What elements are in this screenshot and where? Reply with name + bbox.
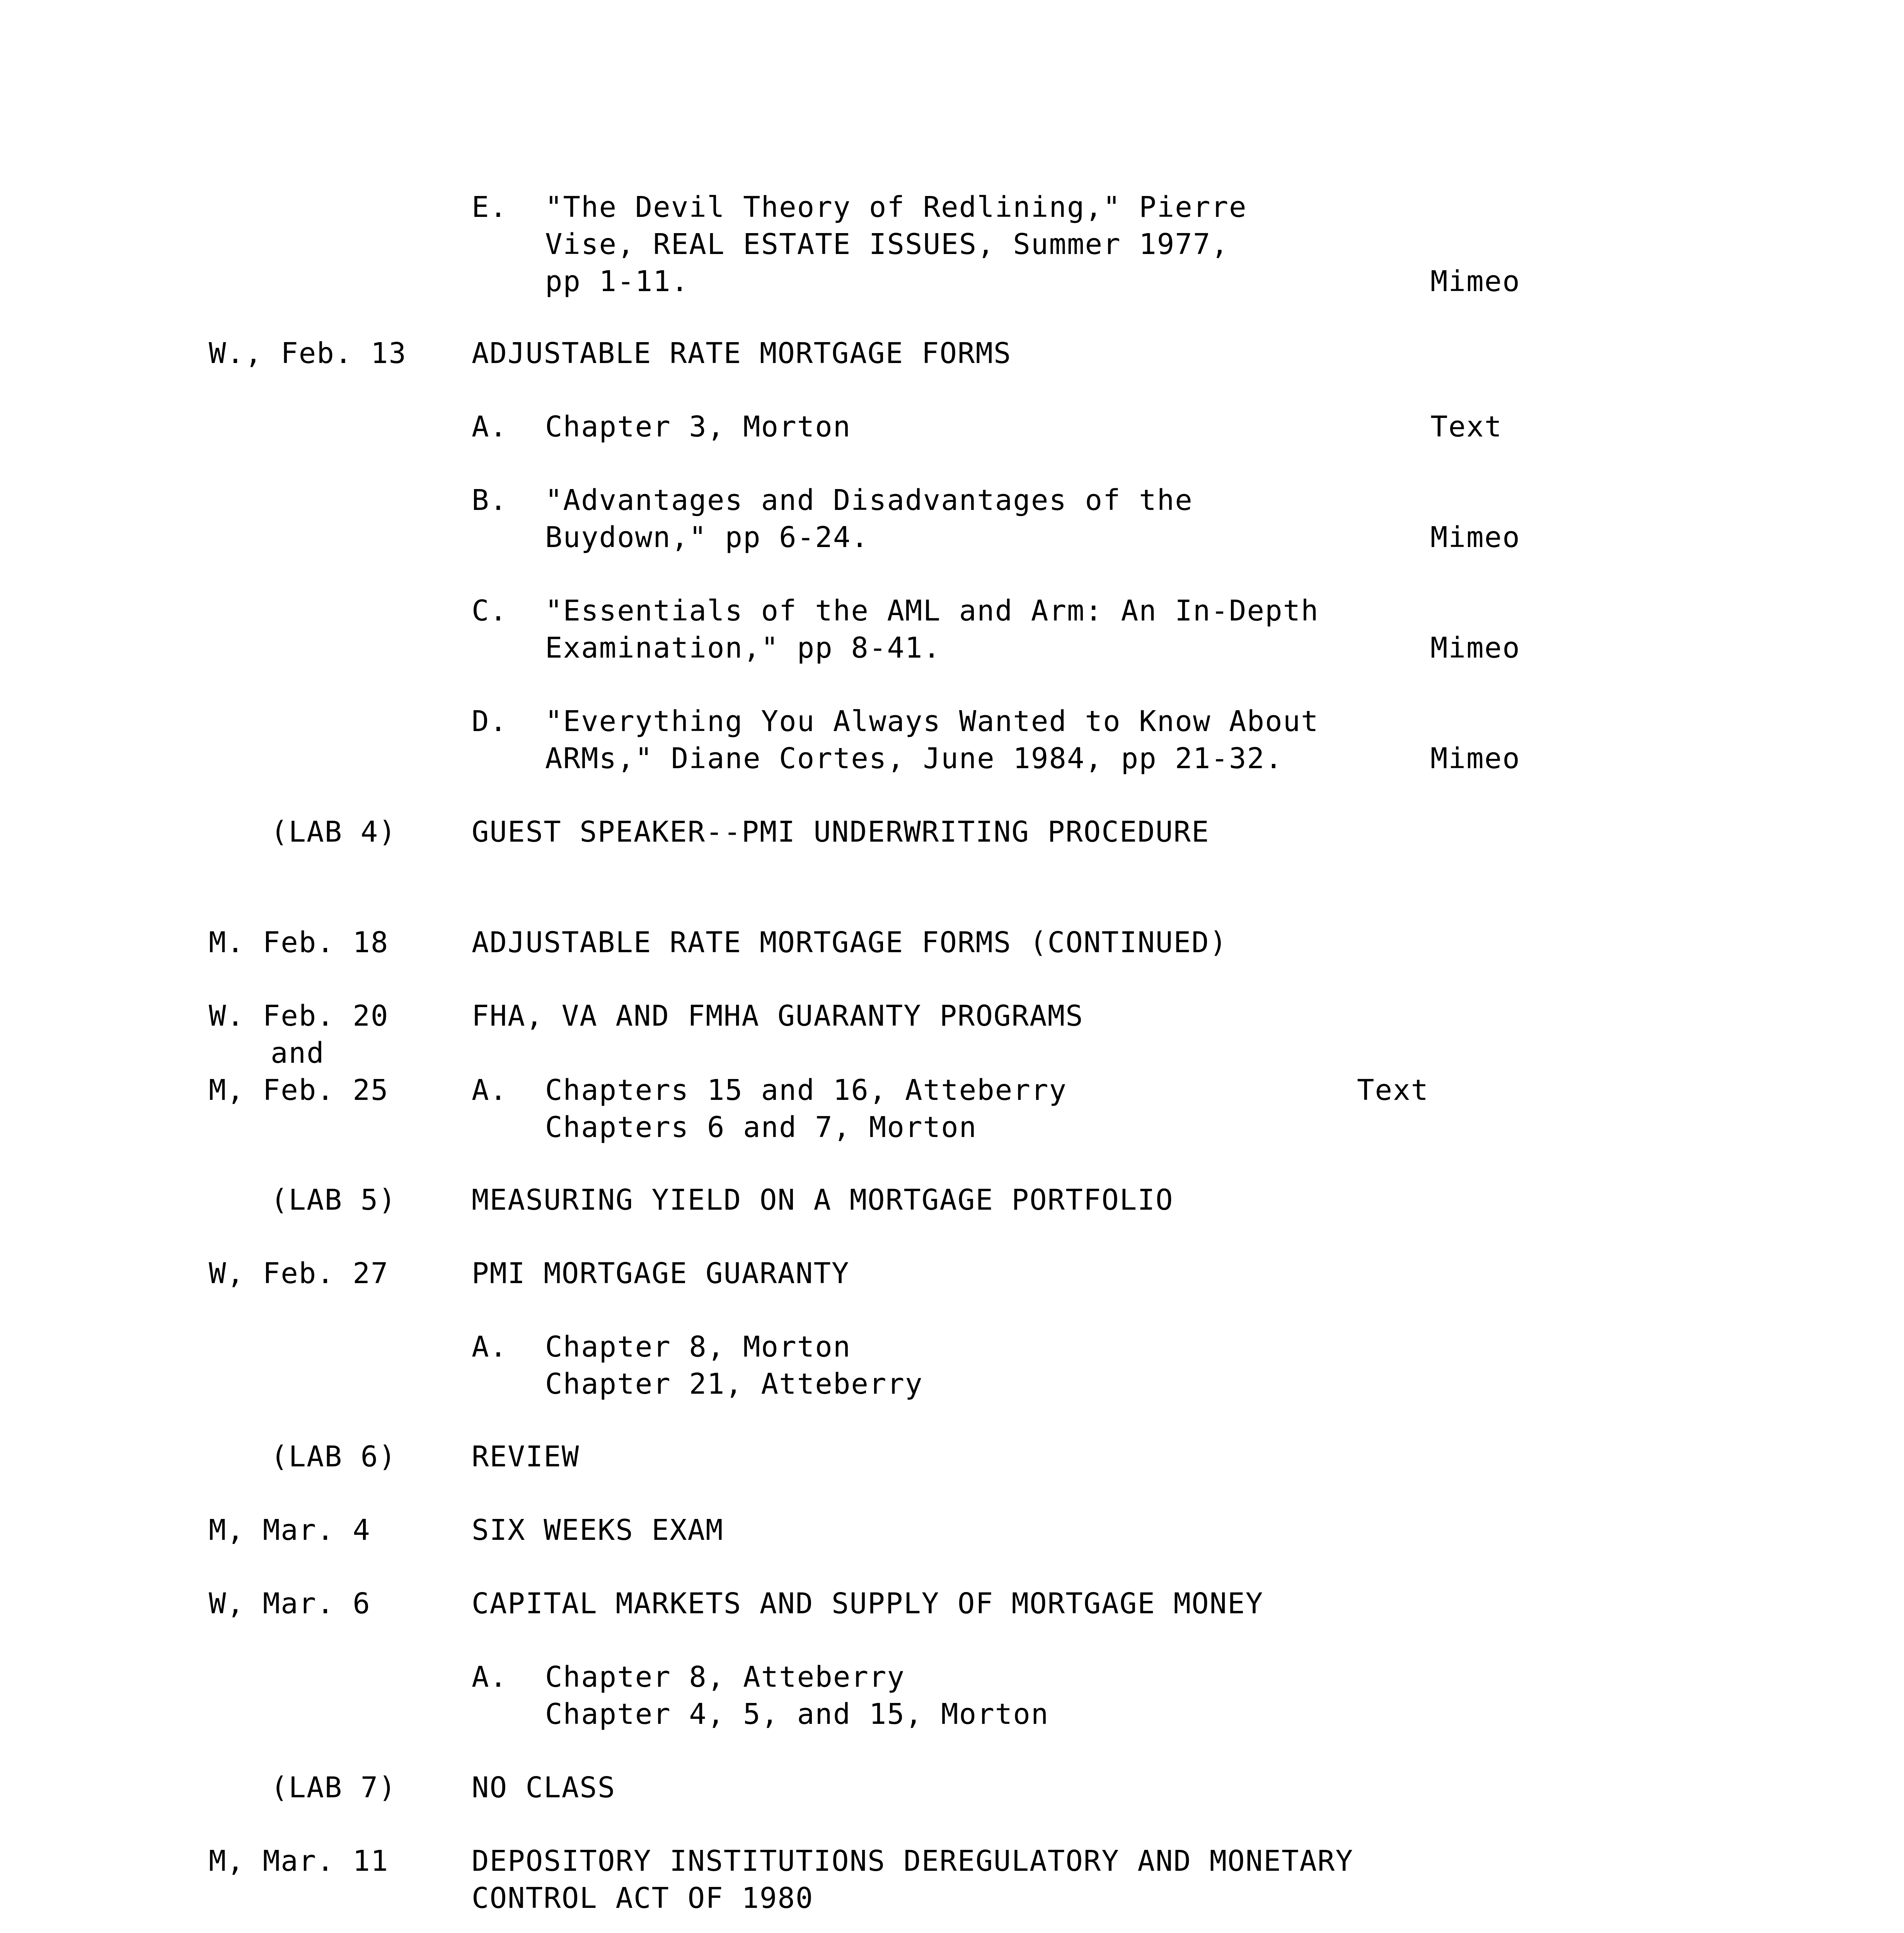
schedule-topic: FHA, VA AND FMHA GUARANTY PROGRAMS [472, 999, 1084, 1033]
schedule-topic: NO CLASS [472, 1771, 616, 1804]
reading-text: Examination," pp 8-41. [545, 631, 941, 665]
lab-label: (LAB 7) [271, 1771, 397, 1804]
reading-text: "Everything You Always Wanted to Know About [545, 705, 1319, 738]
schedule-date: M, Mar. 4 [209, 1514, 371, 1547]
schedule-date: W, Feb. 27 [209, 1257, 389, 1290]
reading-text: "Essentials of the AML and Arm: An In-Depth [545, 594, 1319, 627]
schedule-topic: PMI MORTGAGE GUARANTY [472, 1257, 850, 1290]
schedule-topic: CAPITAL MARKETS AND SUPPLY OF MORTGAGE MONEY [472, 1587, 1264, 1620]
reading-letter: B. [472, 484, 508, 517]
schedule-topic: ADJUSTABLE RATE MORTGAGE FORMS [472, 337, 1012, 370]
reading-source: Mimeo [1430, 742, 1520, 775]
reading-source: Mimeo [1430, 631, 1520, 665]
reading-text: Chapter 4, 5, and 15, Morton [545, 1698, 1049, 1731]
reading-letter: C. [472, 594, 508, 627]
lab-label: (LAB 4) [271, 815, 397, 849]
reading-source: Text [1430, 410, 1503, 443]
schedule-topic: ADJUSTABLE RATE MORTGAGE FORMS (CONTINUED) [472, 926, 1228, 959]
reading-letter: A. [472, 1330, 508, 1364]
schedule-date: M. Feb. 18 [209, 926, 389, 959]
reading-letter: A. [472, 1074, 508, 1107]
item-e-text: "The Devil Theory of Redlining," Pierre [545, 191, 1247, 224]
reading-text: "Advantages and Disadvantages of the [545, 484, 1193, 517]
reading-text: Buydown," pp 6-24. [545, 521, 869, 554]
lab-label: (LAB 6) [271, 1440, 397, 1473]
schedule-date: W. Feb. 20 [209, 999, 389, 1033]
lab-label: (LAB 5) [271, 1183, 397, 1217]
reading-letter: D. [472, 705, 508, 738]
schedule-topic: REVIEW [472, 1440, 580, 1473]
reading-source: Mimeo [1430, 521, 1520, 554]
reading-text: Chapter 8, Morton [545, 1330, 851, 1364]
schedule-date-connector: and [271, 1036, 325, 1070]
item-e-text: pp 1-11. [545, 265, 689, 298]
reading-source: Text [1357, 1074, 1429, 1107]
schedule-topic: MEASURING YIELD ON A MORTGAGE PORTFOLIO [472, 1183, 1174, 1217]
item-e-source: Mimeo [1430, 265, 1520, 298]
reading-text: Chapters 15 and 16, Atteberry [545, 1074, 1067, 1107]
schedule-topic: CONTROL ACT OF 1980 [472, 1882, 814, 1915]
schedule-topic: SIX WEEKS EXAM [472, 1514, 724, 1547]
schedule-date: W, Mar. 6 [209, 1587, 371, 1620]
schedule-date: M, Mar. 11 [209, 1844, 389, 1878]
reading-text: Chapter 21, Atteberry [545, 1367, 923, 1401]
reading-letter: A. [472, 410, 508, 443]
reading-text: Chapter 8, Atteberry [545, 1660, 905, 1694]
schedule-date: M, Feb. 25 [209, 1074, 389, 1107]
item-e-text: Vise, REAL ESTATE ISSUES, Summer 1977, [545, 228, 1229, 261]
reading-letter: A. [472, 1660, 508, 1694]
reading-text: Chapter 3, Morton [545, 410, 851, 443]
schedule-date: W., Feb. 13 [209, 337, 407, 370]
schedule-topic: DEPOSITORY INSTITUTIONS DEREGULATORY AND MONETARY [472, 1844, 1354, 1878]
reading-text: Chapters 6 and 7, Morton [545, 1111, 977, 1144]
schedule-topic: GUEST SPEAKER--PMI UNDERWRITING PROCEDURE [472, 815, 1210, 849]
reading-text: ARMs," Diane Cortes, June 1984, pp 21-32. [545, 742, 1283, 775]
item-e-letter: E. [472, 191, 508, 224]
